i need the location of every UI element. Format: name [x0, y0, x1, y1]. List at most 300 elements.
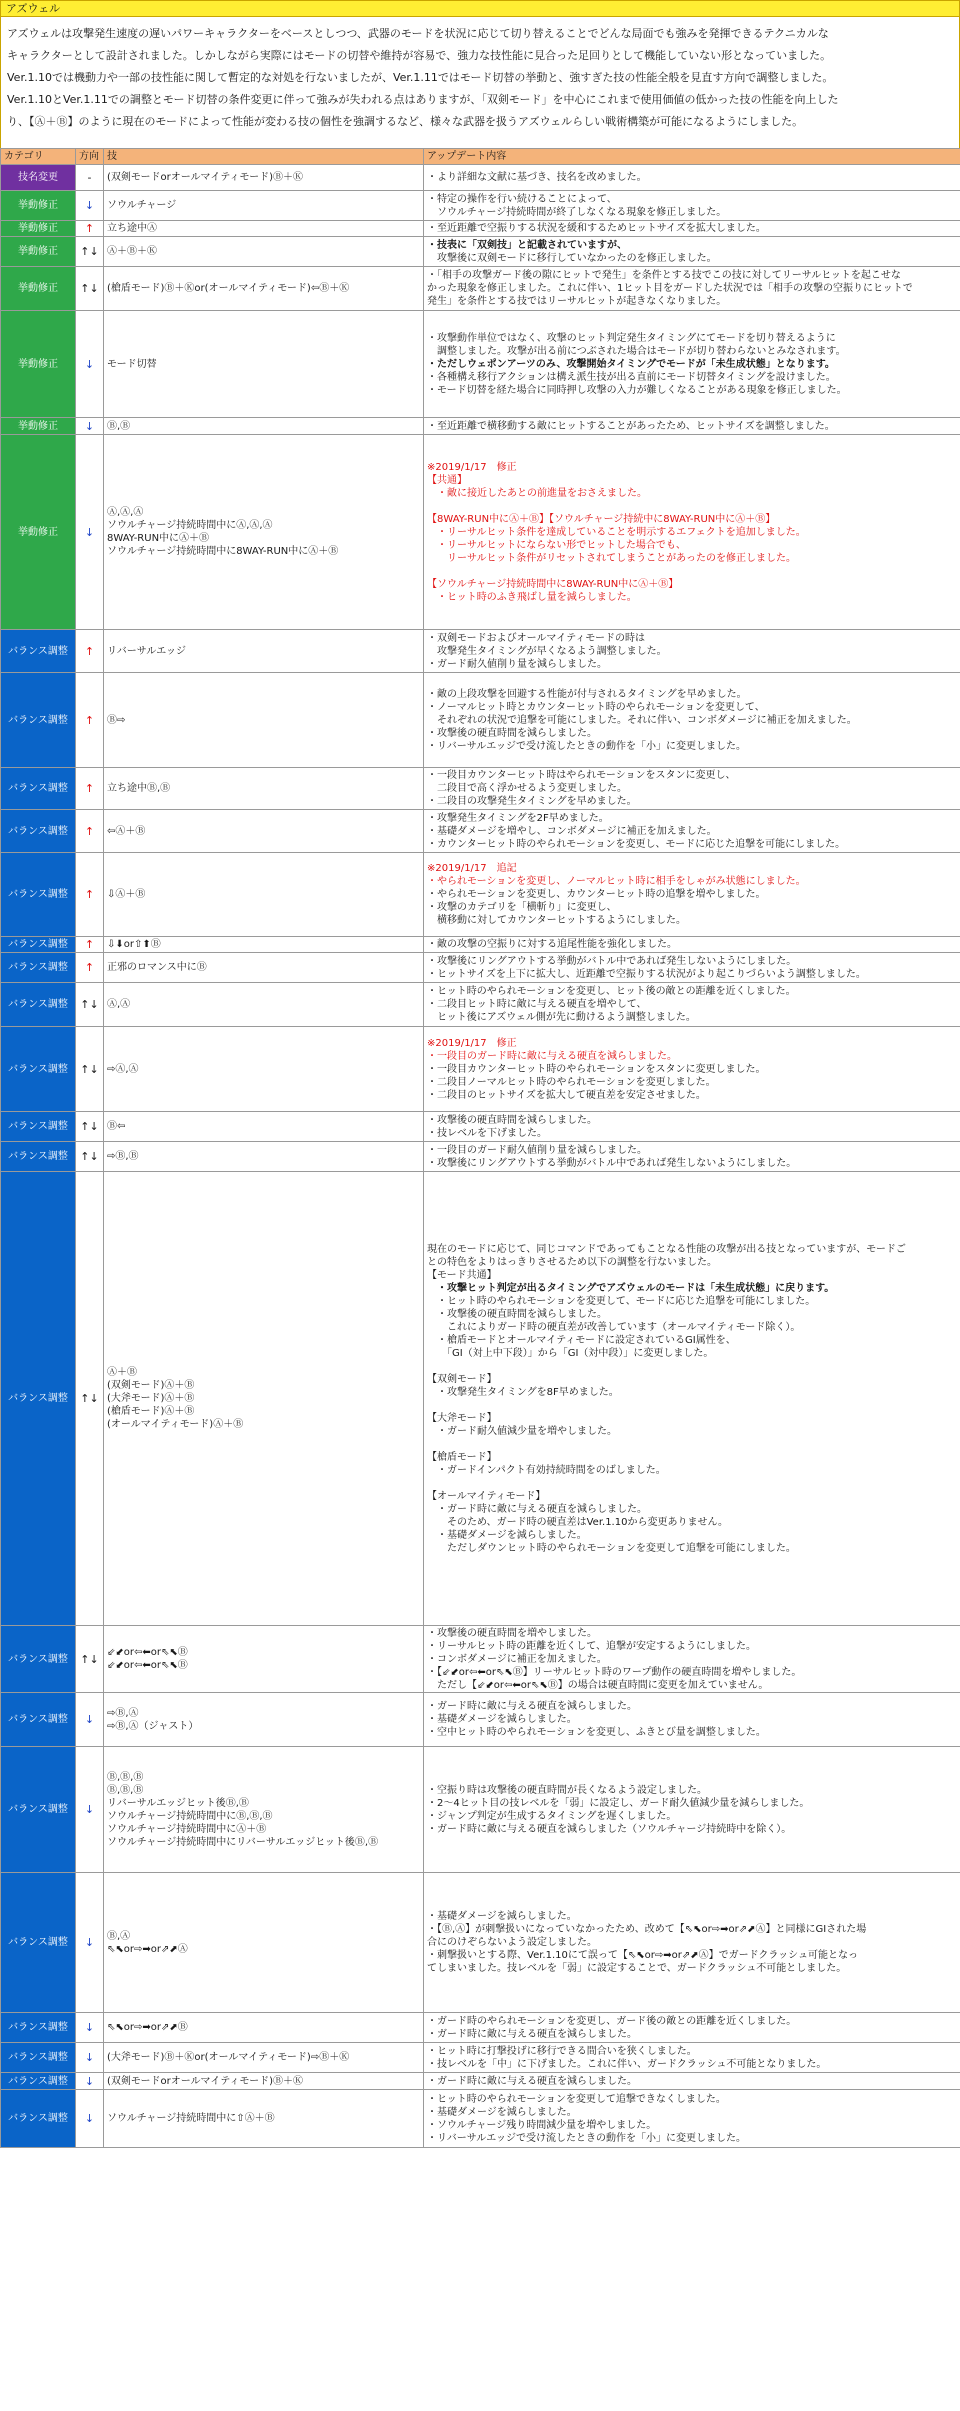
update-line: ・ジャンプ判定が生成するタイミングを遅くしました。 [427, 1810, 677, 1822]
update-line: ・ヒットサイズを上下に拡大し、近距離で空振りする状況がより起こりづらいよう調整しました。 [427, 968, 866, 980]
technique-command: リバーサルエッジ [107, 645, 186, 657]
technique-cell [104, 435, 424, 630]
update-line: ・各種構え移行アクションは構え派生技が出る直前にモード切替タイミングを設けました。 [427, 371, 836, 383]
update-line: ・空振り時は攻撃後の硬直時間が長くなるよう設定しました。 [427, 1784, 707, 1796]
category-cell: バランス調整 [1, 1027, 76, 1112]
direction-cell [76, 1873, 104, 2013]
update-cell [424, 810, 960, 853]
technique-cell [104, 1112, 424, 1142]
update-line: ソウルチャージ持続時間が終了しなくなる現象を修正しました。 [427, 206, 727, 218]
update-line: ・二段目ノーマルヒット時のやられモーションを変更しました。 [427, 1076, 716, 1088]
table-row [1, 1172, 960, 1626]
update-line: ・一段目カウンターヒット時はやられモーションをスタンに変更し、 [427, 770, 736, 781]
category-cell: 挙動修正 [1, 435, 76, 630]
update-line: ・技表に「双剣技」と記載されていますが、 [427, 239, 627, 251]
update-line: ・リバーサルエッジで受け流したときの動作を「小」に変更しました。 [427, 740, 746, 752]
update-line: ・二段目の攻撃発生タイミングを早めました。 [427, 796, 637, 807]
table-row [1, 983, 960, 1027]
category-cell: 挙動修正 [1, 311, 76, 418]
technique-cell [104, 2013, 424, 2043]
table-row [1, 165, 960, 191]
direction-indicator: ↓ [84, 2051, 95, 2064]
update-line: リーサルヒット条件がリセットされてしまうことがあったのを修正しました。 [427, 552, 796, 564]
header-update: アップデート内容 [424, 149, 960, 165]
update-line: 【モード共通】 [427, 1269, 497, 1281]
direction-cell [76, 937, 104, 953]
technique-cell [104, 983, 424, 1027]
technique-command: Ⓐ,Ⓐ [107, 999, 131, 1010]
update-line: ・基礎ダメージを減らしました。 [427, 1714, 577, 1725]
update-line: ・攻撃のカテゴリを「横斬り」に変更し、 [427, 902, 617, 913]
category-cell: バランス調整 [1, 673, 76, 768]
direction-indicator: ↑ [84, 938, 95, 951]
technique-command: ⇖⬉or⇨➡or⇗⬈Ⓐ [107, 1943, 188, 1955]
update-line: ・コンボダメージに補正を加えました。 [427, 1653, 607, 1665]
table-row [1, 853, 960, 937]
update-line: ・【Ⓑ,Ⓐ】が刺撃扱いになっていなかったため、改めて【⇖⬉or⇨➡or⇗⬈Ⓐ】と同様にGIされた場 [427, 1924, 867, 1935]
direction-cell [76, 1112, 104, 1142]
direction-indicator: ↑ [84, 713, 95, 727]
update-line: ・ヒット時のふき飛ばし量を減らしました。 [427, 591, 637, 603]
update-line: 合にのけぞらないよう設定しました。 [427, 1937, 597, 1948]
direction-cell [76, 2013, 104, 2043]
update-cell [424, 853, 960, 937]
intro-text [0, 17, 960, 148]
technique-command: リバーサルエッジヒット後Ⓑ,Ⓑ [107, 1797, 249, 1809]
technique-cell [104, 311, 424, 418]
direction-cell [76, 2090, 104, 2148]
update-line: 【共通】 [427, 474, 467, 486]
update-cell [424, 165, 960, 191]
category-cell: バランス調整 [1, 853, 76, 937]
intro-line: キャラクターとして設計されました。しかしながら実際にはモードの切替や維持が容易で、強力な技性能に見合った足回りとして機能していない形となっていました。 [7, 49, 832, 62]
direction-indicator: ↑ [84, 824, 95, 838]
update-line: ヒット後にアズウェル側が先に動けるよう調整しました。 [427, 1012, 696, 1023]
update-line: そのため、ガード時の硬直差はVer.1.10から変更ありません。 [427, 1516, 729, 1528]
technique-cell [104, 1693, 424, 1747]
update-line: ・攻撃発生タイミングを2F早めました。 [427, 812, 609, 824]
update-line: ・二段目のヒットサイズを拡大して硬直差を安定させました。 [427, 1089, 706, 1101]
intro-line: Ver.1.10では機動力や一部の技性能に関して暫定的な対処を行ないましたが、Ver.1.11ではモード切替の挙動と、強すぎた技の性能全般を見直す方向で調整しました。 [7, 71, 834, 84]
technique-command: ソウルチャージ持続時間中にⒶ,Ⓐ,Ⓐ [107, 520, 273, 531]
technique-cell [104, 191, 424, 221]
technique-cell [104, 1172, 424, 1626]
update-cell [424, 418, 960, 435]
direction-indicator: ↓ [84, 1803, 95, 1816]
category-cell: バランス調整 [1, 1693, 76, 1747]
table-row [1, 418, 960, 435]
category-cell: 挙動修正 [1, 221, 76, 237]
technique-command: ソウルチャージ持続時間中にリバーサルエッジヒット後Ⓑ,Ⓑ [107, 1836, 379, 1848]
technique-cell [104, 673, 424, 768]
technique-command: Ⓑ,Ⓐ [107, 1930, 131, 1942]
update-cell [424, 2043, 960, 2073]
technique-command: Ⓐ＋Ⓑ [107, 1367, 137, 1378]
category-cell: バランス調整 [1, 2090, 76, 2148]
direction-indicator: ↑ [84, 888, 95, 901]
direction-indicator: - [87, 171, 92, 184]
update-cell [424, 1693, 960, 1747]
update-line: ・ヒット時のやられモーションを変更し、ヒット後の敵との距離を近くしました。 [427, 986, 796, 997]
table-row [1, 1747, 960, 1873]
direction-cell [76, 1747, 104, 1873]
technique-command: ⇨Ⓑ,Ⓑ [107, 1151, 139, 1162]
technique-cell [104, 810, 424, 853]
update-line: ・ガード時に敵に与える硬直を減らしました。 [427, 2028, 637, 2040]
direction-cell [76, 953, 104, 983]
table-row [1, 435, 960, 630]
update-line: ・特定の操作を行い続けることによって、 [427, 193, 617, 205]
update-line: ・攻撃ヒット判定が出るタイミングでアズウェルのモードは「未生成状態」に戻ります。 [427, 1282, 835, 1294]
technique-command: ソウルチャージ持続時間中に⇧Ⓐ＋Ⓑ [107, 2113, 275, 2124]
direction-cell [76, 191, 104, 221]
update-line: ・双剣モードおよびオールマイティモードの時は [427, 632, 645, 644]
table-row [1, 1873, 960, 2013]
technique-command: ソウルチャージ持続時間中にⒶ＋Ⓑ [107, 1823, 267, 1835]
direction-indicator: ↑ [84, 222, 95, 235]
table-row [1, 1142, 960, 1172]
update-line: 【槍盾モード】 [427, 1451, 497, 1463]
category-cell: バランス調整 [1, 2013, 76, 2043]
update-line: ・攻撃後の硬直時間を増やしました。 [427, 1627, 597, 1639]
update-line: ・ガード時のやられモーションを変更し、ガード後の敵との距離を近くしました。 [427, 2015, 797, 2027]
direction-cell [76, 418, 104, 435]
update-line: かった現象を修正しました。これに伴い、1ヒット目をガードした状況では「相手の攻撃の空振りにヒットで [427, 283, 913, 294]
update-line: ・刺撃扱いとする際、Ver.1.10にて誤って【⇖⬉or⇨➡or⇗⬈Ⓐ】でガードクラッシュ可能となっ [427, 1950, 858, 1961]
direction-indicator: ↑↓ [80, 998, 99, 1011]
technique-command: Ⓐ＋Ⓑ＋Ⓚ [107, 246, 157, 257]
update-line: との特色をよりはっきりさせるため以下の調整を行ないました。 [427, 1256, 717, 1268]
character-title: アズウェル [0, 0, 960, 17]
update-line [427, 1360, 957, 1373]
update-line: 【ソウルチャージ持続時間中に8WAY-RUN中にⒶ＋Ⓑ】 [427, 578, 679, 590]
header-category: カテゴリ [1, 149, 76, 165]
direction-indicator: ↑↓ [80, 245, 99, 258]
category-cell: バランス調整 [1, 983, 76, 1027]
technique-cell [104, 853, 424, 937]
update-line: ・ガード時に敵に与える硬直を減らしました。 [427, 1503, 647, 1515]
update-cell [424, 221, 960, 237]
update-line: ・槍盾モードとオールマイティモードに設定されているGI属性を、 [427, 1334, 736, 1346]
technique-command: Ⓑ⇨ [107, 714, 126, 726]
direction-indicator: ↑ [84, 961, 95, 974]
direction-indicator: ↑↓ [80, 1150, 99, 1163]
update-cell [424, 2013, 960, 2043]
intro-line: り、【Ⓐ＋Ⓑ】のように現在のモードによって性能が変わる技の個性を強調するなど、様々な武器を扱うアズウェルらしい戦術構築が可能になるようにしました。 [7, 115, 804, 128]
table-row [1, 221, 960, 237]
table-row [1, 1693, 960, 1747]
technique-command: (大斧モード)Ⓐ＋Ⓑ [107, 1393, 195, 1404]
direction-cell [76, 810, 104, 853]
update-line [427, 500, 957, 513]
update-cell [424, 311, 960, 418]
direction-indicator: ↓ [84, 2021, 95, 2034]
category-cell: バランス調整 [1, 630, 76, 673]
direction-indicator: ↓ [84, 419, 95, 433]
update-line: これによりガード時の硬直差が改善しています（オールマイティモード除く）。 [427, 1321, 801, 1333]
update-line: ・攻撃後の硬直時間を減らしました。 [427, 1114, 597, 1126]
update-line: 攻撃発生タイミングが早くなるよう調整しました。 [427, 645, 667, 657]
technique-command: Ⓑ,Ⓑ,Ⓑ [107, 1784, 144, 1796]
technique-cell [104, 953, 424, 983]
technique-command: 立ち途中Ⓐ [107, 223, 157, 234]
update-cell [424, 1172, 960, 1626]
category-cell: バランス調整 [1, 1747, 76, 1873]
update-line: ・技レベルを下げました。 [427, 1127, 547, 1139]
technique-command: ⇙⬋or⇦⬅or⇖⬉Ⓑ [107, 1660, 188, 1671]
table-row [1, 237, 960, 267]
table-row [1, 2090, 960, 2148]
update-line: ただし【⇙⬋or⇦⬅or⇖⬉Ⓑ】の場合は硬直時間に変更を加えていません。 [427, 1679, 769, 1691]
technique-command: Ⓑ⇦ [107, 1121, 126, 1132]
update-cell [424, 1873, 960, 2013]
update-line: ・攻撃発生タイミングを8F早めました。 [427, 1386, 619, 1398]
update-line: ・やられモーションを変更し、カウンターヒット時の追撃を増やしました。 [427, 889, 766, 900]
update-line: ・敵の攻撃の空振りに対する追尾性能を強化しました。 [427, 939, 677, 950]
direction-cell [76, 673, 104, 768]
direction-indicator: ↑↓ [80, 1652, 99, 1666]
update-line: 【大斧モード】 [427, 1412, 497, 1424]
direction-cell [76, 311, 104, 418]
technique-command: 正邪のロマンス中にⒷ [107, 962, 207, 973]
technique-command: ⇦Ⓐ＋Ⓑ [107, 825, 146, 837]
technique-command: ⇖⬉or⇨➡or⇗⬈Ⓑ [107, 2022, 188, 2033]
update-line: ・技レベルを「中」に下げました。これに伴い、ガードクラッシュ不可能となりました。 [427, 2058, 827, 2070]
technique-command: Ⓑ,Ⓑ,Ⓑ [107, 1771, 144, 1783]
category-cell: バランス調整 [1, 937, 76, 953]
update-cell [424, 983, 960, 1027]
technique-command: (槍盾モード)Ⓐ＋Ⓑ [107, 1406, 195, 1417]
update-line: ・2～4ヒット目の技レベルを「弱」に設定し、ガード耐久値減少量を減らしました。 [427, 1797, 810, 1809]
update-line: ・リーサルヒット条件を達成していることを明示するエフェクトを追加しました。 [427, 526, 806, 538]
update-line: ・ただしウェポンアーツのみ、攻撃開始タイミングでモードが「未生成状態」となります。 [427, 358, 835, 370]
update-line: ・モード切替を経た場合に同時押し攻撃の入力が難しくなることがある現象を修正しました。 [427, 384, 847, 396]
table-row [1, 937, 960, 953]
table-row [1, 1112, 960, 1142]
technique-command: (槍盾モード)Ⓑ＋Ⓚor(オールマイティモード)⇦Ⓑ＋Ⓚ [107, 283, 350, 294]
table-row [1, 2073, 960, 2090]
update-line: ・基礎ダメージを減らしました。 [427, 1911, 577, 1922]
direction-cell [76, 1142, 104, 1172]
update-line: ・攻撃動作単位ではなく、攻撃のヒット判定発生タイミングにてモードを切り替えるように [427, 332, 836, 344]
direction-indicator: ↓ [84, 2112, 95, 2125]
direction-indicator: ↑↓ [80, 1392, 99, 1405]
technique-cell [104, 221, 424, 237]
category-cell: バランス調整 [1, 2073, 76, 2090]
update-line: ・ガード耐久値削り量を減らしました。 [427, 658, 607, 670]
category-cell: バランス調整 [1, 2043, 76, 2073]
update-cell [424, 237, 960, 267]
technique-cell [104, 1626, 424, 1693]
category-cell: 挙動修正 [1, 418, 76, 435]
technique-command: Ⓐ,Ⓐ,Ⓐ [107, 507, 144, 518]
update-line: ・敵の上段攻撃を回避する性能が付与されるタイミングを早めました。 [427, 688, 747, 700]
technique-command: (双剣モードorオールマイティモード)Ⓑ＋Ⓚ [107, 172, 304, 183]
direction-indicator: ↓ [84, 357, 95, 371]
update-line: ・ガード時に敵に与える硬直を減らしました。 [427, 1701, 637, 1712]
table-row [1, 673, 960, 768]
direction-cell [76, 853, 104, 937]
update-line: てしまいました。技レベルを「弱」に設定することで、ガードクラッシュ不可能としました。 [427, 1963, 847, 1974]
table-row [1, 630, 960, 673]
category-cell: バランス調整 [1, 953, 76, 983]
update-line: ・至近距離で横移動する敵にヒットすることがあったため、ヒットサイズを調整しました。 [427, 420, 835, 432]
update-line: ・ヒット時のやられモーションを変更して、モードに応じた追撃を可能にしました。 [427, 1295, 816, 1307]
technique-command: ソウルチャージ持続時間中にⒷ,Ⓑ,Ⓑ [107, 1810, 273, 1822]
category-cell: バランス調整 [1, 1112, 76, 1142]
technique-cell [104, 165, 424, 191]
table-row [1, 768, 960, 810]
update-cell [424, 1027, 960, 1112]
technique-command: 8WAY-RUN中にⒶ＋Ⓑ [107, 533, 210, 544]
direction-cell [76, 267, 104, 311]
update-line: ※2019/1/17 修正 [427, 1037, 517, 1049]
update-cell [424, 191, 960, 221]
direction-indicator: ↑ [84, 782, 95, 795]
update-line: 調整しました。攻撃が出る前につぶされた場合はモードが切り替わらないとみなされます。 [427, 345, 846, 357]
update-line: ・「相手の攻撃ガード後の隙にヒットで発生」を条件とする技でこの技に対してリーサルヒットを起こせな [427, 270, 901, 281]
direction-indicator: ↓ [84, 1713, 95, 1726]
update-line: ・一段目のガード時に敵に与える硬直を減らしました。 [427, 1050, 677, 1062]
update-line: ・攻撃後にリングアウトする挙動がバトル中であれば発生しないようにしました。 [427, 955, 797, 967]
update-line: ・一段目のガード耐久値削り量を減らしました。 [427, 1144, 647, 1156]
category-cell: 挙動修正 [1, 191, 76, 221]
header-direction: 方向 [76, 149, 104, 165]
direction-indicator: ↓ [84, 1936, 95, 1949]
category-cell: バランス調整 [1, 1172, 76, 1626]
technique-command: (双剣モードorオールマイティモード)Ⓑ＋Ⓚ [107, 2075, 304, 2087]
update-line: ・ガード時に敵に与える硬直を減らしました（ソウルチャージ持続時中を除く）。 [427, 1823, 792, 1835]
direction-cell [76, 165, 104, 191]
intro-line: Ver.1.10とVer.1.11での調整とモード切替の条件変更に伴って強みが失われる点はありますが、「双剣モード」を中心にこれまで使用価値の低かった技の性能を向上した [7, 93, 839, 106]
technique-command: ⇨Ⓐ,Ⓐ [107, 1063, 139, 1075]
table-header-row [1, 149, 960, 165]
technique-command: ⇨Ⓑ,Ⓐ [107, 1707, 139, 1719]
update-line [427, 565, 957, 578]
table-row [1, 2043, 960, 2073]
technique-cell [104, 1873, 424, 2013]
technique-cell [104, 2090, 424, 2148]
direction-cell [76, 768, 104, 810]
update-cell [424, 435, 960, 630]
technique-cell [104, 237, 424, 267]
technique-command: ⇩Ⓐ＋Ⓑ [107, 889, 146, 900]
category-cell: 挙動修正 [1, 267, 76, 311]
technique-command: (双剣モード)Ⓐ＋Ⓑ [107, 1380, 195, 1391]
table-row [1, 1626, 960, 1693]
update-cell [424, 953, 960, 983]
direction-cell [76, 2043, 104, 2073]
update-cell [424, 768, 960, 810]
technique-command: (オールマイティモード)Ⓐ＋Ⓑ [107, 1419, 244, 1430]
technique-command: (大斧モード)Ⓑ＋Ⓚor(オールマイティモード)⇨Ⓑ＋Ⓚ [107, 2052, 350, 2063]
update-cell [424, 1142, 960, 1172]
direction-cell [76, 630, 104, 673]
table-row [1, 810, 960, 853]
direction-cell [76, 1172, 104, 1626]
technique-cell [104, 418, 424, 435]
update-line: 攻撃後に双剣モードに移行していなかったのを修正しました。 [427, 252, 717, 264]
technique-cell [104, 1027, 424, 1112]
technique-cell [104, 1747, 424, 1873]
update-line: ・敵に接近したあとの前進量をおさえました。 [427, 487, 647, 499]
header-technique: 技 [104, 149, 424, 165]
table-row [1, 2013, 960, 2043]
direction-indicator: ↓ [84, 2074, 95, 2088]
technique-command: ⇙⬋or⇦⬅or⇖⬉Ⓑ [107, 1647, 188, 1658]
direction-indicator: ↓ [84, 525, 95, 539]
update-line: ・攻撃後にリングアウトする挙動がバトル中であれば発生しないようにしました。 [427, 1157, 797, 1169]
update-line: ・ソウルチャージ残り時間減少量を増やしました。 [427, 2119, 657, 2131]
update-line: ・二段目ヒット時に敵に与える硬直を増やして、 [427, 999, 647, 1010]
update-line: 発生」を条件とする技ではリーサルヒットが起きなくなりました。 [427, 296, 727, 307]
table-row [1, 267, 960, 311]
update-line: ・リバーサルエッジで受け流したときの動作を「小」に変更しました。 [427, 2132, 746, 2144]
direction-cell [76, 237, 104, 267]
update-line: ・ガード耐久値減少量を増やしました。 [427, 1425, 617, 1437]
update-line: 二段目で高く浮かせるよう変更しました。 [427, 783, 627, 794]
table-row [1, 953, 960, 983]
update-line: ・リーサルヒット時の距離を近くして、追撃が安定するようにしました。 [427, 1640, 756, 1652]
update-line: ・リーサルヒットにならない形でヒットした場合でも、 [427, 539, 686, 551]
update-line: 現在のモードに応じて、同じコマンドであってもことなる性能の攻撃が出る技となっていますが、モードご [427, 1243, 906, 1255]
category-cell: 挙動修正 [1, 237, 76, 267]
update-cell [424, 267, 960, 311]
technique-command: モード切替 [107, 358, 157, 370]
update-table [0, 148, 960, 2148]
update-line: それぞれの状況で追撃を可能にしました。それに伴い、コンボダメージに補正を加えました。 [427, 714, 857, 726]
update-line: ※2019/1/17 修正 [427, 461, 517, 473]
technique-command: 立ち途中Ⓑ,Ⓑ [107, 783, 171, 794]
update-line [427, 1477, 957, 1490]
direction-cell [76, 435, 104, 630]
update-line: ・基礎ダメージを減らしました。 [427, 2106, 577, 2118]
update-line: ・ガード時に敵に与える硬直を減らしました。 [427, 2075, 637, 2087]
update-line: 【8WAY-RUN中にⒶ＋Ⓑ】【ソウルチャージ持続中に8WAY-RUN中にⒶ＋Ⓑ】 [427, 513, 776, 525]
technique-cell [104, 937, 424, 953]
category-cell: バランス調整 [1, 1626, 76, 1693]
update-line: 【双剣モード】 [427, 1373, 497, 1385]
update-line: 横移動に対してカウンターヒットするようにしました。 [427, 915, 686, 926]
update-cell [424, 673, 960, 768]
update-cell [424, 2073, 960, 2090]
direction-indicator: ↑ [84, 644, 95, 658]
update-line: ・【⇙⬋or⇦⬅or⇖⬉Ⓑ】リーサルヒット時のワープ動作の硬直時間を増やしました。 [427, 1666, 802, 1678]
update-cell [424, 630, 960, 673]
update-line [427, 1399, 957, 1412]
update-line: ※2019/1/17 追記 [427, 863, 517, 874]
update-cell [424, 1112, 960, 1142]
technique-cell [104, 2073, 424, 2090]
technique-cell [104, 630, 424, 673]
update-line: ・攻撃後の硬直時間を減らしました。 [427, 1308, 607, 1320]
update-cell [424, 1626, 960, 1693]
table-row [1, 311, 960, 418]
technique-command: ⇨Ⓑ,Ⓐ（ジャスト） [107, 1720, 199, 1732]
direction-cell [76, 1027, 104, 1112]
update-line: ・基礎ダメージを減らしました。 [427, 1529, 587, 1541]
direction-indicator: ↑↓ [80, 1120, 99, 1133]
update-line: ・ガードインパクト有効持続時間をのばしました。 [427, 1464, 666, 1476]
technique-cell [104, 1142, 424, 1172]
update-line: ・一段目カウンターヒット時のやられモーションをスタンに変更しました。 [427, 1063, 766, 1075]
technique-cell [104, 267, 424, 311]
direction-cell [76, 2073, 104, 2090]
update-line: ・やられモーションを変更し、ノーマルヒット時に相手をしゃがみ状態にしました。 [427, 876, 806, 887]
category-cell: バランス調整 [1, 810, 76, 853]
update-cell [424, 1747, 960, 1873]
intro-line: アズウェルは攻撃発生速度の遅いパワーキャラクターをベースとしつつ、武器のモードを状況に応じて切り替えることでどんな局面でも強みを発揮できるテクニカルな [7, 27, 829, 40]
